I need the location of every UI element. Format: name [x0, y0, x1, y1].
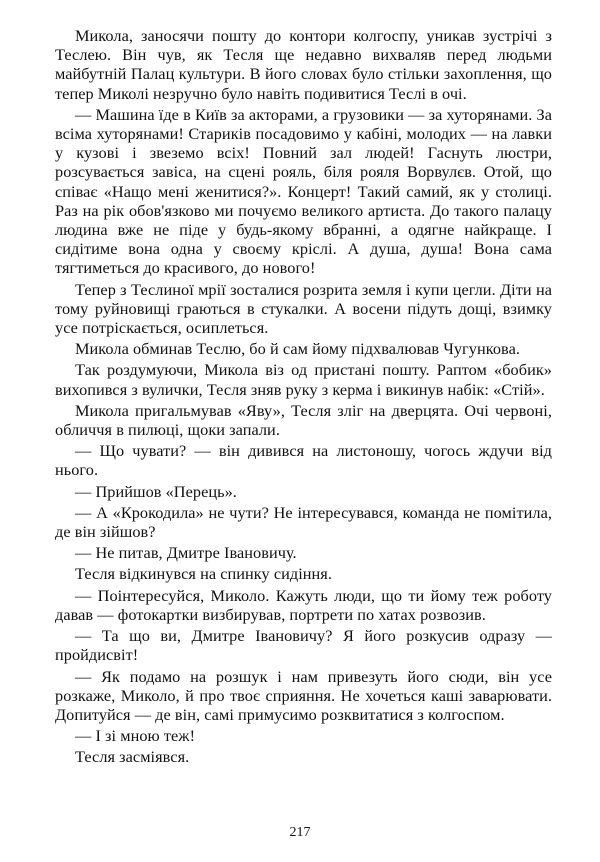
paragraph: Тесля засміявся.	[75, 747, 190, 767]
paragraph: Микола пригальмував «Яву», Тесля зліг на дверцята. Очі червоні, обличчя в пилюці, щоки запали.	[55, 400, 552, 440]
paragraph: — Та що ви, Дмитре Івановичу? Я його розкусив одразу — пройдисвіт!	[55, 626, 552, 665]
paragraph: — Машина їде в Київ за акторами, а грузовики — за хуторянами. За всіма хуторянами! Стариків посадовимо у кабіні, молодих — на лавки у кузові і звеземо всіх! Повний зал людей! Гаснуть люстри, розсувається завіса, на сцені рояль, біля рояля Ворвулєв. Отой, що співає «Нащо мені женитися?». Концерт! Такий самий, як у столиці. Раз на рік обов'язково ми почуємо великого артиста. До такого палацу людина вже не піде у будь-якому вбранні, а одягне найкраще. І сидітиме вона одна у своєму кріслі. А душа, душа! Вона сама тягтиметься до красивого, до нового!	[55, 104, 552, 278]
paragraph: — Не питав, Дмитре Івановичу.	[75, 543, 297, 563]
paragraph: Так роздумуючи, Микола віз од пристані пошту. Раптом «бобик» вихопився з вулички, Тесля зняв руку з керма і викинув набік: «Стій».	[55, 360, 552, 399]
page-number: 217	[289, 825, 311, 840]
paragraph: — Що чувати? — він дивився на листоношу, чогось ждучи від нього.	[55, 441, 552, 480]
paragraph: Микола обминав Теслю, бо й сам йому підхвалював Чугункова.	[75, 339, 520, 359]
page-body	[55, 26, 552, 767]
paragraph: Микола, заносячи пошту до контори колгоспу, уникав зустрічі з Теслею. Він чув, як Тесля ще недавно вихваляв перед людьми майбутній Палац культури. В його словах було стільки захоплення, що тепер Миколі незручно було навіть подивитися Теслі в очі.	[55, 26, 552, 103]
paragraph: — А «Крокодила» не чути? Не інтересувався, команда не помітила, де він зійшов?	[55, 502, 552, 542]
paragraph: — Як подамо на розшук і нам привезуть його сюди, він усе розкаже, Миколо, й про твоє сприяння. Не хочеться каші заварювати. Допитуйся — де він, самі примусимо розквитатися з колгоспом.	[55, 666, 552, 724]
paragraph: — Прийшов «Перець».	[75, 481, 237, 501]
paragraph: — І зі мною теж!	[75, 726, 196, 746]
paragraph: — Поінтересуйся, Миколо. Кажуть люди, що ти йому теж роботу давав — фотокартки визбирував, портрети по хатах розвозив.	[55, 585, 552, 624]
paragraph: Тепер з Теслиної мрії зосталися розрита земля і купи цегли. Діти на тому руйновищі граються в стукалки. А восени підуть дощі, взимку усе потріскається, осиплеться.	[55, 279, 552, 338]
paragraph: Тесля відкинувся на спинку сидіння.	[75, 564, 332, 584]
